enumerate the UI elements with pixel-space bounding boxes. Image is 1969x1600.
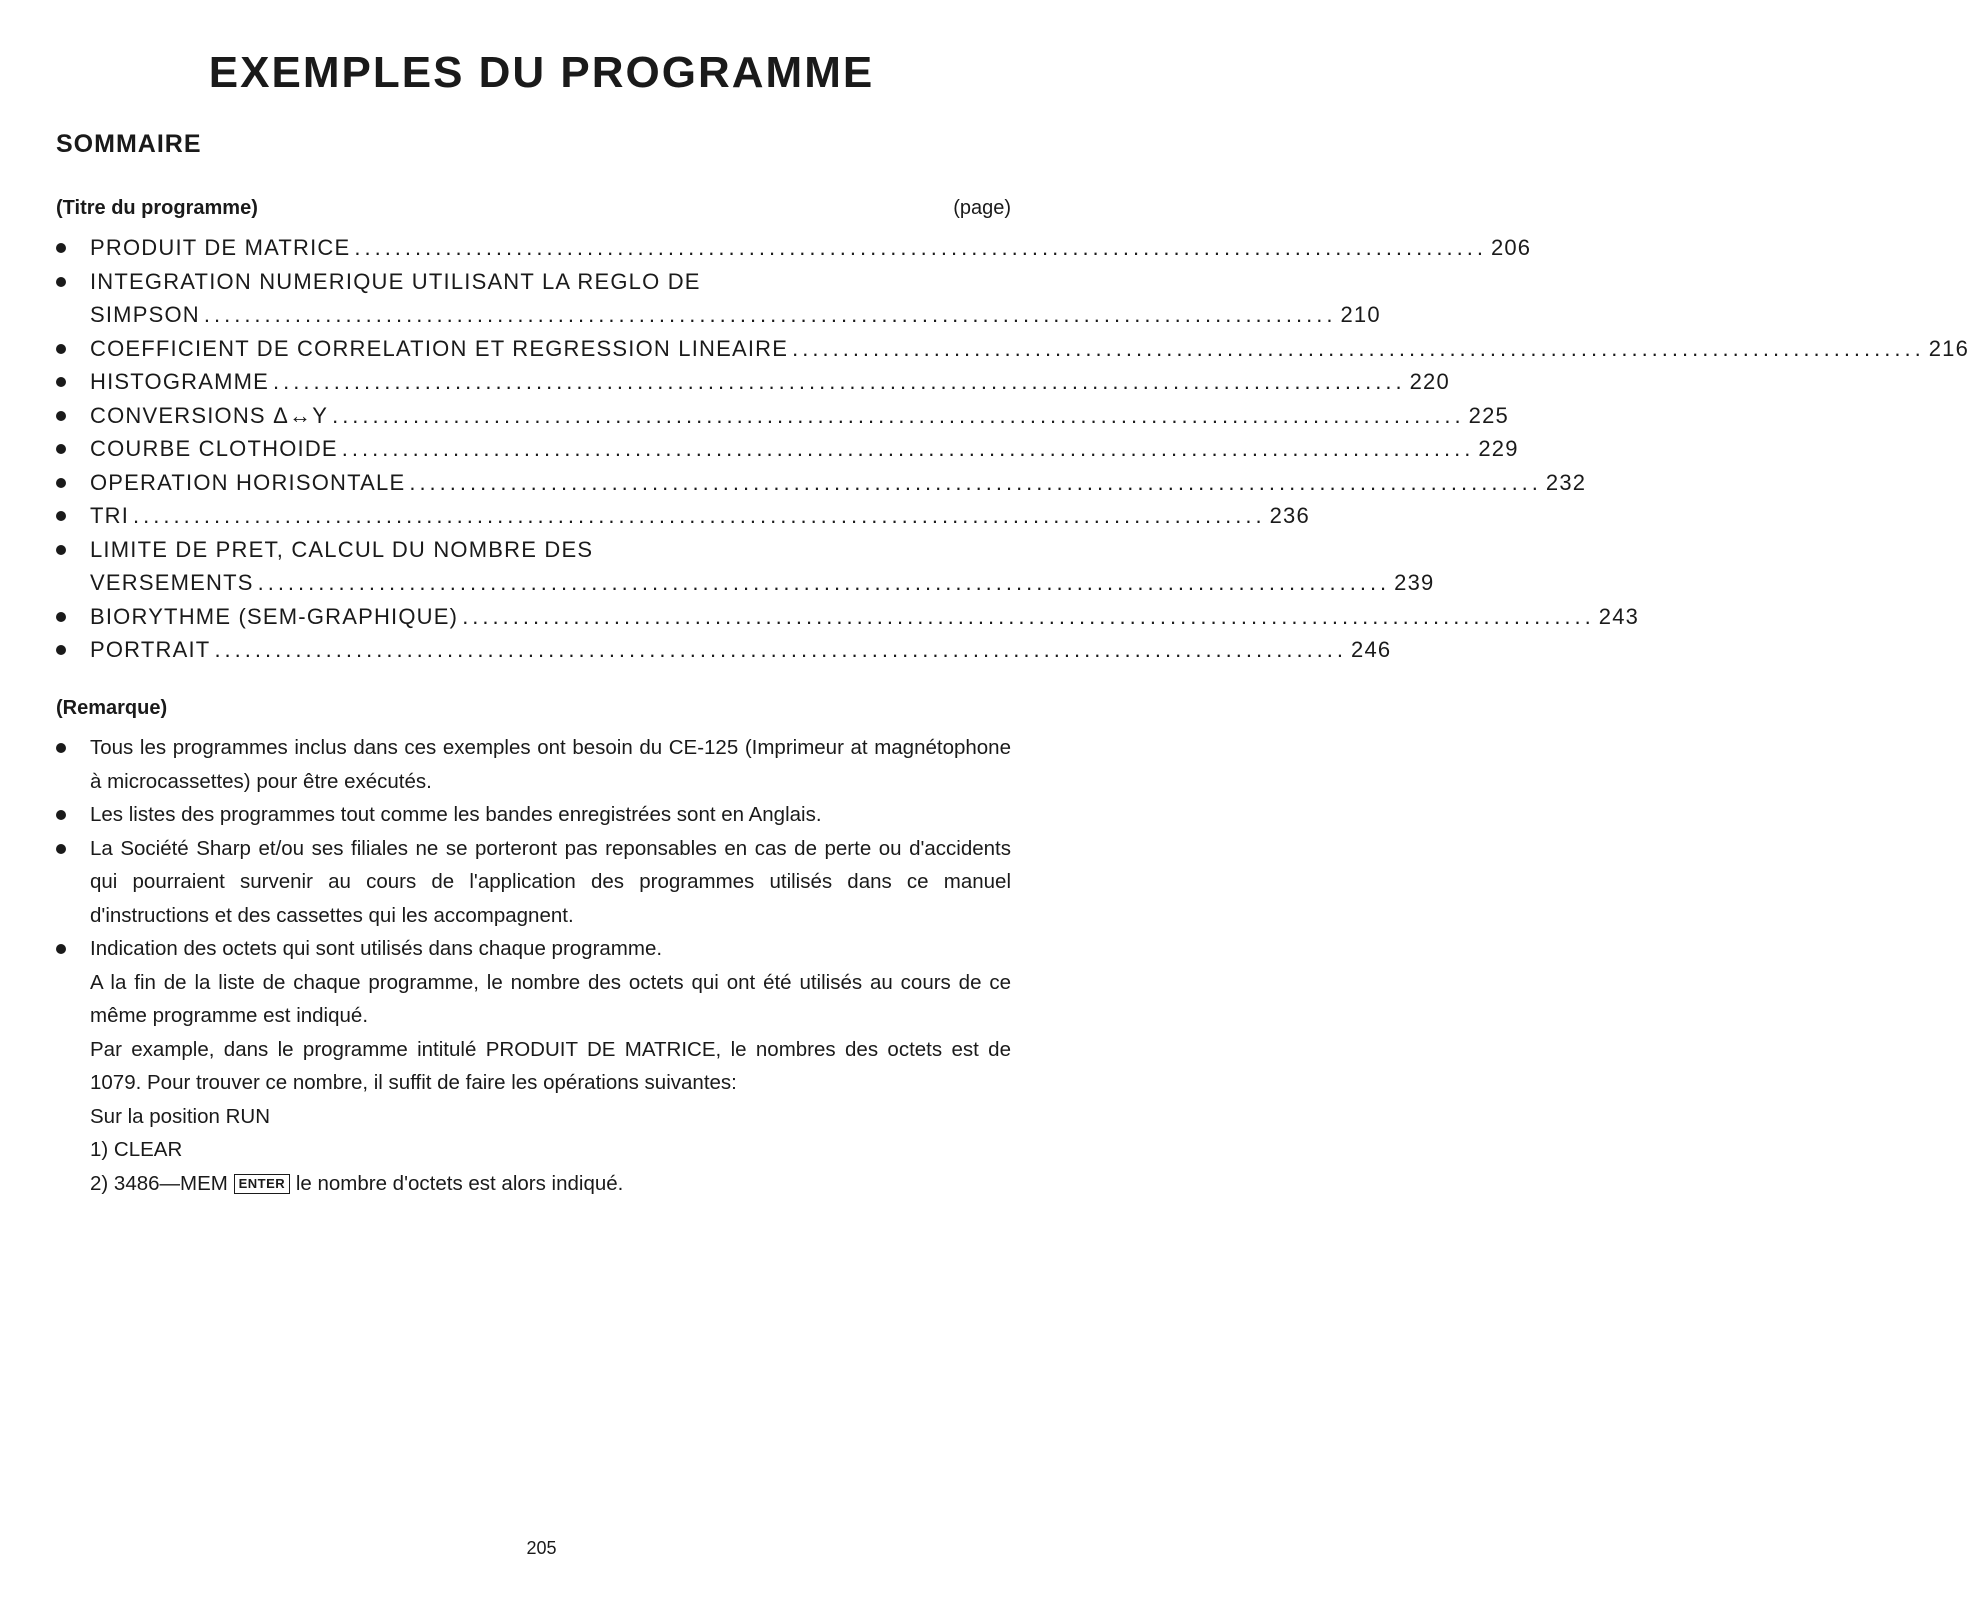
bullet-icon bbox=[56, 743, 66, 753]
toc-header bbox=[56, 197, 1011, 220]
remark-text: Tous les programmes inclus dans ces exemples ont besoin du CE-125 (Imprimeur at magnétophone à microcassettes) pour être exécutés. bbox=[90, 736, 1011, 793]
toc-item-page: 225 bbox=[1468, 402, 1509, 428]
toc-item-title: HISTOGRAMME bbox=[90, 369, 270, 394]
toc-item-page: 239 bbox=[1394, 570, 1435, 595]
remark-text: Les listes des programmes tout comme les bandes enregistrées sont en Anglais. bbox=[90, 803, 822, 826]
toc-item-title: SIMPSON bbox=[90, 302, 200, 327]
toc-item-title: PORTRAIT bbox=[90, 637, 211, 662]
bullet-icon bbox=[56, 844, 66, 854]
toc-item-page: 243 bbox=[1598, 603, 1640, 629]
dot-leader: ................................................................................................................ bbox=[354, 235, 1487, 260]
toc-item bbox=[56, 533, 1435, 600]
remark-item bbox=[56, 731, 1011, 798]
toc-item-title-line1: LIMITE DE PRET, CALCUL DU NOMBRE DES bbox=[90, 536, 594, 562]
toc-item-page: 220 bbox=[1409, 369, 1450, 394]
page-title: EXEMPLES DU PROGRAMME bbox=[208, 48, 875, 97]
toc-item-title: PRODUIT DE MATRICE bbox=[90, 235, 351, 260]
remark-paragraph: A la fin de la liste de chaque programme, le nombre des octets qui ont été utilisés au cours de ce même programme est indiqué. bbox=[90, 970, 1011, 1027]
toc-item-page: 229 bbox=[1478, 436, 1519, 461]
remarks-list bbox=[56, 731, 1011, 1200]
table-of-contents bbox=[56, 231, 1969, 667]
toc-title-column-label: (Titre du programme) bbox=[56, 197, 258, 219]
remark-text: Indication des octets qui sont utilisés dans chaque programme. bbox=[90, 937, 663, 960]
toc-item-title: COURBE CLOTHOIDE bbox=[90, 436, 338, 461]
remarks-heading: (Remarque) bbox=[56, 697, 168, 719]
bullet-icon bbox=[56, 444, 66, 454]
dot-leader: ................................................................................................................ bbox=[257, 570, 1391, 595]
toc-item-page: 232 bbox=[1545, 469, 1587, 495]
dot-leader: ................................................................................................................ bbox=[332, 402, 1465, 428]
dot-leader: ................................................................................................................ bbox=[341, 436, 1475, 461]
section-title: SOMMAIRE bbox=[56, 130, 202, 158]
page-number: 205 bbox=[526, 1538, 557, 1558]
bullet-icon bbox=[56, 344, 66, 354]
toc-item-title: TRI bbox=[90, 503, 130, 528]
dot-leader: ................................................................................................................ bbox=[133, 503, 1266, 528]
toc-item bbox=[56, 633, 1392, 667]
bullet-icon bbox=[56, 645, 66, 655]
toc-item-page: 210 bbox=[1340, 302, 1381, 327]
toc-item bbox=[56, 499, 1310, 533]
remark-item bbox=[56, 798, 1011, 832]
bullet-icon bbox=[56, 612, 66, 622]
enter-key-icon: ENTER bbox=[234, 1174, 291, 1194]
remark-item bbox=[56, 932, 1011, 1200]
dot-leader: ................................................................................................................ bbox=[792, 335, 1925, 361]
toc-item-page: 236 bbox=[1269, 503, 1310, 528]
toc-page-column-label: (page) bbox=[953, 197, 1011, 219]
toc-item-title: BIORYTHME (SEM-GRAPHIQUE) bbox=[90, 603, 459, 629]
toc-item bbox=[56, 600, 1640, 634]
bullet-icon bbox=[56, 377, 66, 387]
bullet-icon bbox=[56, 511, 66, 521]
toc-item-title: CONVERSIONS Δ↔Y bbox=[90, 402, 329, 428]
dot-leader: ................................................................................................................ bbox=[273, 369, 1406, 394]
toc-item-page: 246 bbox=[1351, 637, 1392, 662]
toc-item-title: VERSEMENTS bbox=[90, 570, 254, 595]
toc-item bbox=[56, 231, 1532, 265]
toc-item bbox=[56, 332, 1969, 366]
toc-item bbox=[56, 365, 1450, 399]
toc-item-page: 206 bbox=[1490, 235, 1532, 260]
bullet-icon bbox=[56, 478, 66, 488]
dot-leader: ................................................................................................................ bbox=[203, 302, 1337, 327]
dot-leader: ................................................................................................................ bbox=[214, 637, 1348, 662]
bullet-icon bbox=[56, 243, 66, 253]
bullet-icon bbox=[56, 277, 66, 287]
bullet-icon bbox=[56, 810, 66, 820]
step-2-result: le nombre d'octets est alors indiqué. bbox=[295, 1171, 624, 1195]
toc-item bbox=[56, 399, 1509, 433]
remark-paragraph: Par example, dans le programme intitulé PRODUIT DE MATRICE, le nombres des octets est de 1079. Pour trouver ce nombre, il suffit de faire les opérations suivantes: bbox=[90, 1037, 1011, 1094]
toc-item-page: 216 bbox=[1928, 335, 1969, 361]
toc-item bbox=[56, 265, 1381, 332]
bullet-icon bbox=[56, 411, 66, 421]
remark-text: La Société Sharp et/ou ses filiales ne se porteront pas reponsables en cas de perte ou d'accidents qui pourraient survenir au cours de l'application des programmes utilisés dans ce manuel d'instructions et des cassettes qui les accompagnent. bbox=[90, 836, 1011, 927]
step-1: 1) CLEAR bbox=[90, 1138, 183, 1161]
step-2 bbox=[90, 1167, 1011, 1201]
toc-item-title: COEFFICIENT DE CORRELATION ET REGRESSION LINEAIRE bbox=[90, 335, 789, 361]
toc-item bbox=[56, 432, 1519, 466]
toc-item-title: OPERATION HORISONTALE bbox=[90, 469, 406, 495]
toc-item bbox=[56, 466, 1587, 500]
bullet-icon bbox=[56, 944, 66, 954]
toc-item-title-line1: INTEGRATION NUMERIQUE UTILISANT LA REGLO DE bbox=[90, 268, 701, 294]
remark-item bbox=[56, 832, 1011, 933]
step-2-command: 2) 3486—MEM bbox=[90, 1171, 228, 1195]
run-instruction: Sur la position RUN bbox=[90, 1104, 271, 1128]
dot-leader: ................................................................................................................ bbox=[462, 603, 1595, 629]
bullet-icon bbox=[56, 545, 66, 555]
dot-leader: ................................................................................................................ bbox=[409, 469, 1542, 495]
